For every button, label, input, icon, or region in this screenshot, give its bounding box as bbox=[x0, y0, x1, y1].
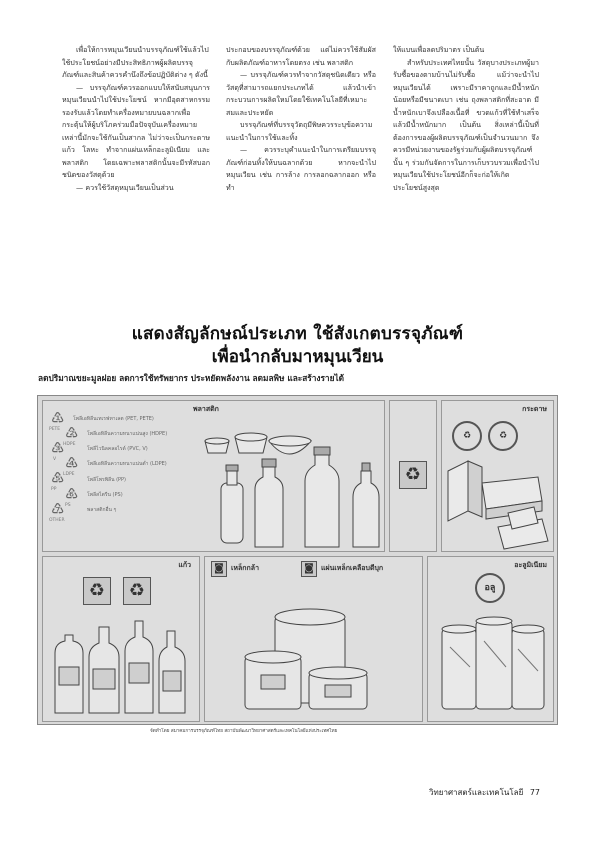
aluminium-panel bbox=[427, 556, 554, 722]
recycle-triangle-icon: ♳ bbox=[51, 409, 65, 427]
headline-line-2: เพื่อนำกลับมาหมุนเวียน bbox=[211, 347, 384, 367]
plastic-panel bbox=[42, 400, 385, 552]
plastic-code-abbr: LDPE bbox=[63, 472, 75, 477]
plastic-code-abbr: V bbox=[53, 457, 57, 462]
journal-name: วิทยาศาสตร์และเทคโนโลยี bbox=[429, 788, 524, 797]
page-number: 77 bbox=[529, 788, 540, 797]
recycle-icon: ♻ bbox=[488, 421, 518, 451]
recycle-icon: ♻ bbox=[399, 461, 427, 489]
recycle-icon: ♻ bbox=[83, 577, 111, 605]
plastic-code-abbr: HDPE bbox=[63, 442, 76, 447]
recycle-triangle-icon: ♴ bbox=[65, 424, 79, 442]
figure-caption: จัดทำโดย สมาคมการบรรจุภัณฑ์ไทย สถาบันพัฒนาวิทยาศาสตร์และเทคโนโลยีแห่งประเทศไทย bbox=[150, 729, 338, 734]
paragraph: ประกอบของบรรจุภัณฑ์ด้วย แต่ไม่ควรใช้สัมผัสกับผลิตภัณฑ์อาหารโดยตรง เช่น พลาสติก bbox=[226, 45, 376, 67]
panel-title-glass: แก้ว bbox=[178, 561, 191, 569]
panel-title-steel: เหล็กกล้า bbox=[231, 564, 259, 572]
subheadline: ลดปริมาณขยะมูลฝอย ลดการใช้ทรัพยากร ประหยัดพลังงาน ลดมลพิษ และสร้างรายได้ bbox=[38, 373, 345, 383]
plastic-containers-illustration bbox=[43, 401, 386, 553]
tin-cans-illustration bbox=[205, 557, 424, 723]
glass-bottles-illustration bbox=[43, 557, 201, 723]
panel-title-plastic: พลาสติก bbox=[193, 405, 219, 413]
paragraph: — บรรจุภัณฑ์ควรออกแบบให้สนับสนุนการหมุนเวียนนำไปใช้ประโยชน์ หากมีอุตสาหกรรมรองรับแล้วโดยทำเครื่องหมายบนฉลากเพื่อกระตุ้นให้ผู้บริโภคร่วมมือปัจจุบันเครื่องหมายเหล่านี้มักจะใช้กันเป็นสากล ไม่ว่าจะเป็นกระดาษ แก้ว โลหะ ทำจากแผ่นเหล็กอะลูมิเนียม และพลาสติก โดยเฉพาะพลาสติกนั้นจะมีรหัสบอกชนิดของวัสดุด้วย bbox=[62, 82, 210, 179]
paragraph: บรรจุภัณฑ์ที่บรรจุวัตถุมีพิษควรระบุข้อความแนะนำในการใช้และทิ้ง bbox=[226, 120, 373, 142]
steel-symbol-icon: ◙ bbox=[301, 561, 317, 577]
page-footer bbox=[425, 786, 540, 799]
aluminium-symbol-icon: อลู bbox=[475, 573, 505, 603]
text-column-3 bbox=[393, 44, 539, 194]
plastic-code-desc: โพลีเอทิลีนความหนาแน่นสูง (HDPE) bbox=[87, 431, 168, 437]
paragraph: สำหรับประเทศไทยนั้น วัสดุบางประเภทผู้มารับซื้อของตามบ้านไม่รับซื้อ แม้ว่าจะนำไปหมุนเวียนได้ เพราะมีราคาถูกและมีน้ำหนักน้อยหรือมีขนาดเบา เช่น ถุงพลาสติกที่สะอาด มีน้ำหนักเบาจึงเปลืองเนื้อที่ ขวดแก้วที่ใช้ทำเสร็จแล้วมีน้ำหนักมาก เป็นต้น สิ่งเหล่านี้เป็นที่ต้องการของผู้ผลิตบรรจุภัณฑ์เป็นจำนวนมาก จึงควรมีหน่วยงานของรัฐร่วมกับผู้ผลิตบรรจุภัณฑ์นั้น ๆ ร่วมกันจัดการในการเก็บรวบรวมเพื่อนำไปหมุนเวียนใช้ประโยชน์อีกก็จะก่อให้เกิดประโยชน์สูงสุด bbox=[393, 57, 539, 192]
recycling-symbols-figure bbox=[37, 395, 558, 725]
panel-title-tinplate: แผ่นเหล็กเคลือบดีบุก bbox=[321, 564, 384, 572]
plastic-code-desc: พลาสติกอื่น ๆ bbox=[87, 507, 117, 513]
paragraph: — บรรจุภัณฑ์ควรทำจากวัสดุชนิดเดียว หรือวัสดุที่สามารถแยกประเภทได้ แล้วนำเข้ากระบวนการผลิตใหม่โดยใช้เทคโนโลยีที่เหมาะสมและประหยัด bbox=[226, 70, 376, 117]
plastic-code-desc: โพลีสไตรีน (PS) bbox=[87, 492, 123, 498]
recycle-icon: ♻ bbox=[452, 421, 482, 451]
recycle-triangle-icon: ♵ bbox=[51, 439, 65, 457]
plastic-code-desc: โพลีไวนิลคลอไรด์ (PVC, V) bbox=[87, 446, 148, 452]
plastic-code-abbr: OTHER bbox=[49, 518, 65, 523]
recycling-symbol-panel bbox=[389, 400, 437, 552]
plastic-code-desc: โพลีโพรพิลีน (PP) bbox=[87, 477, 127, 483]
glass-panel bbox=[42, 556, 200, 722]
paragraph: — ควรระบุคำแนะนำในการเตรียมบรรจุภัณฑ์ก่อนทิ้งให้บนฉลากด้วย หากจะนำไปหมุนเวียน เช่น การล้าง การลอกฉลากออก หรือทำ bbox=[226, 145, 376, 192]
paper-panel bbox=[441, 400, 554, 552]
panel-title-aluminium: อะลูมิเนียม bbox=[514, 561, 547, 569]
paper-packaging-illustration bbox=[442, 401, 555, 553]
text-column-2 bbox=[226, 44, 376, 194]
recycle-triangle-icon: ♹ bbox=[51, 500, 65, 518]
recycle-icon: ♻ bbox=[123, 577, 151, 605]
plastic-code-abbr: PP bbox=[51, 487, 57, 492]
steel-symbol-icon: ◙ bbox=[211, 561, 227, 577]
recycle-triangle-icon: ♶ bbox=[65, 454, 79, 472]
recycle-triangle-icon: ♸ bbox=[65, 485, 79, 503]
paragraph: — ควรใช้วัสดุหมุนเวียนเป็นส่วน bbox=[76, 182, 174, 192]
text-column-1 bbox=[62, 44, 210, 194]
headline-line-1: แสดงสัญลักษณ์ประเภท ใช้สังเกตบรรจุภัณฑ์ bbox=[131, 324, 464, 344]
steel-panel bbox=[204, 556, 423, 722]
plastic-code-abbr: PS bbox=[65, 503, 71, 508]
plastic-code-desc: โพลีเอทิลีนความหนาแน่นต่ำ (LDPE) bbox=[87, 461, 167, 467]
plastic-code-abbr: PETE bbox=[49, 427, 61, 432]
recycle-triangle-icon: ♷ bbox=[51, 469, 65, 487]
paragraph: ให้แบนเพื่อลดปริมาตร เป็นต้น bbox=[393, 45, 485, 54]
plastic-code-desc: โพลีเอทิลีนเทเรฟทาเลต (PET, PETE) bbox=[73, 416, 154, 422]
aluminium-cans-illustration bbox=[428, 557, 555, 723]
paragraph: เพื่อให้การหมุนเวียนนำบรรจุภัณฑ์ใช้แล้วไปใช้ประโยชน์อย่างมีประสิทธิภาพผู้ผลิตบรรจุภัณฑ์และสินค้าควรคำนึงถึงข้อปฏิบัติต่าง ๆ ดังนี้ bbox=[62, 45, 209, 79]
panel-title-paper: กระดาษ bbox=[522, 405, 547, 413]
